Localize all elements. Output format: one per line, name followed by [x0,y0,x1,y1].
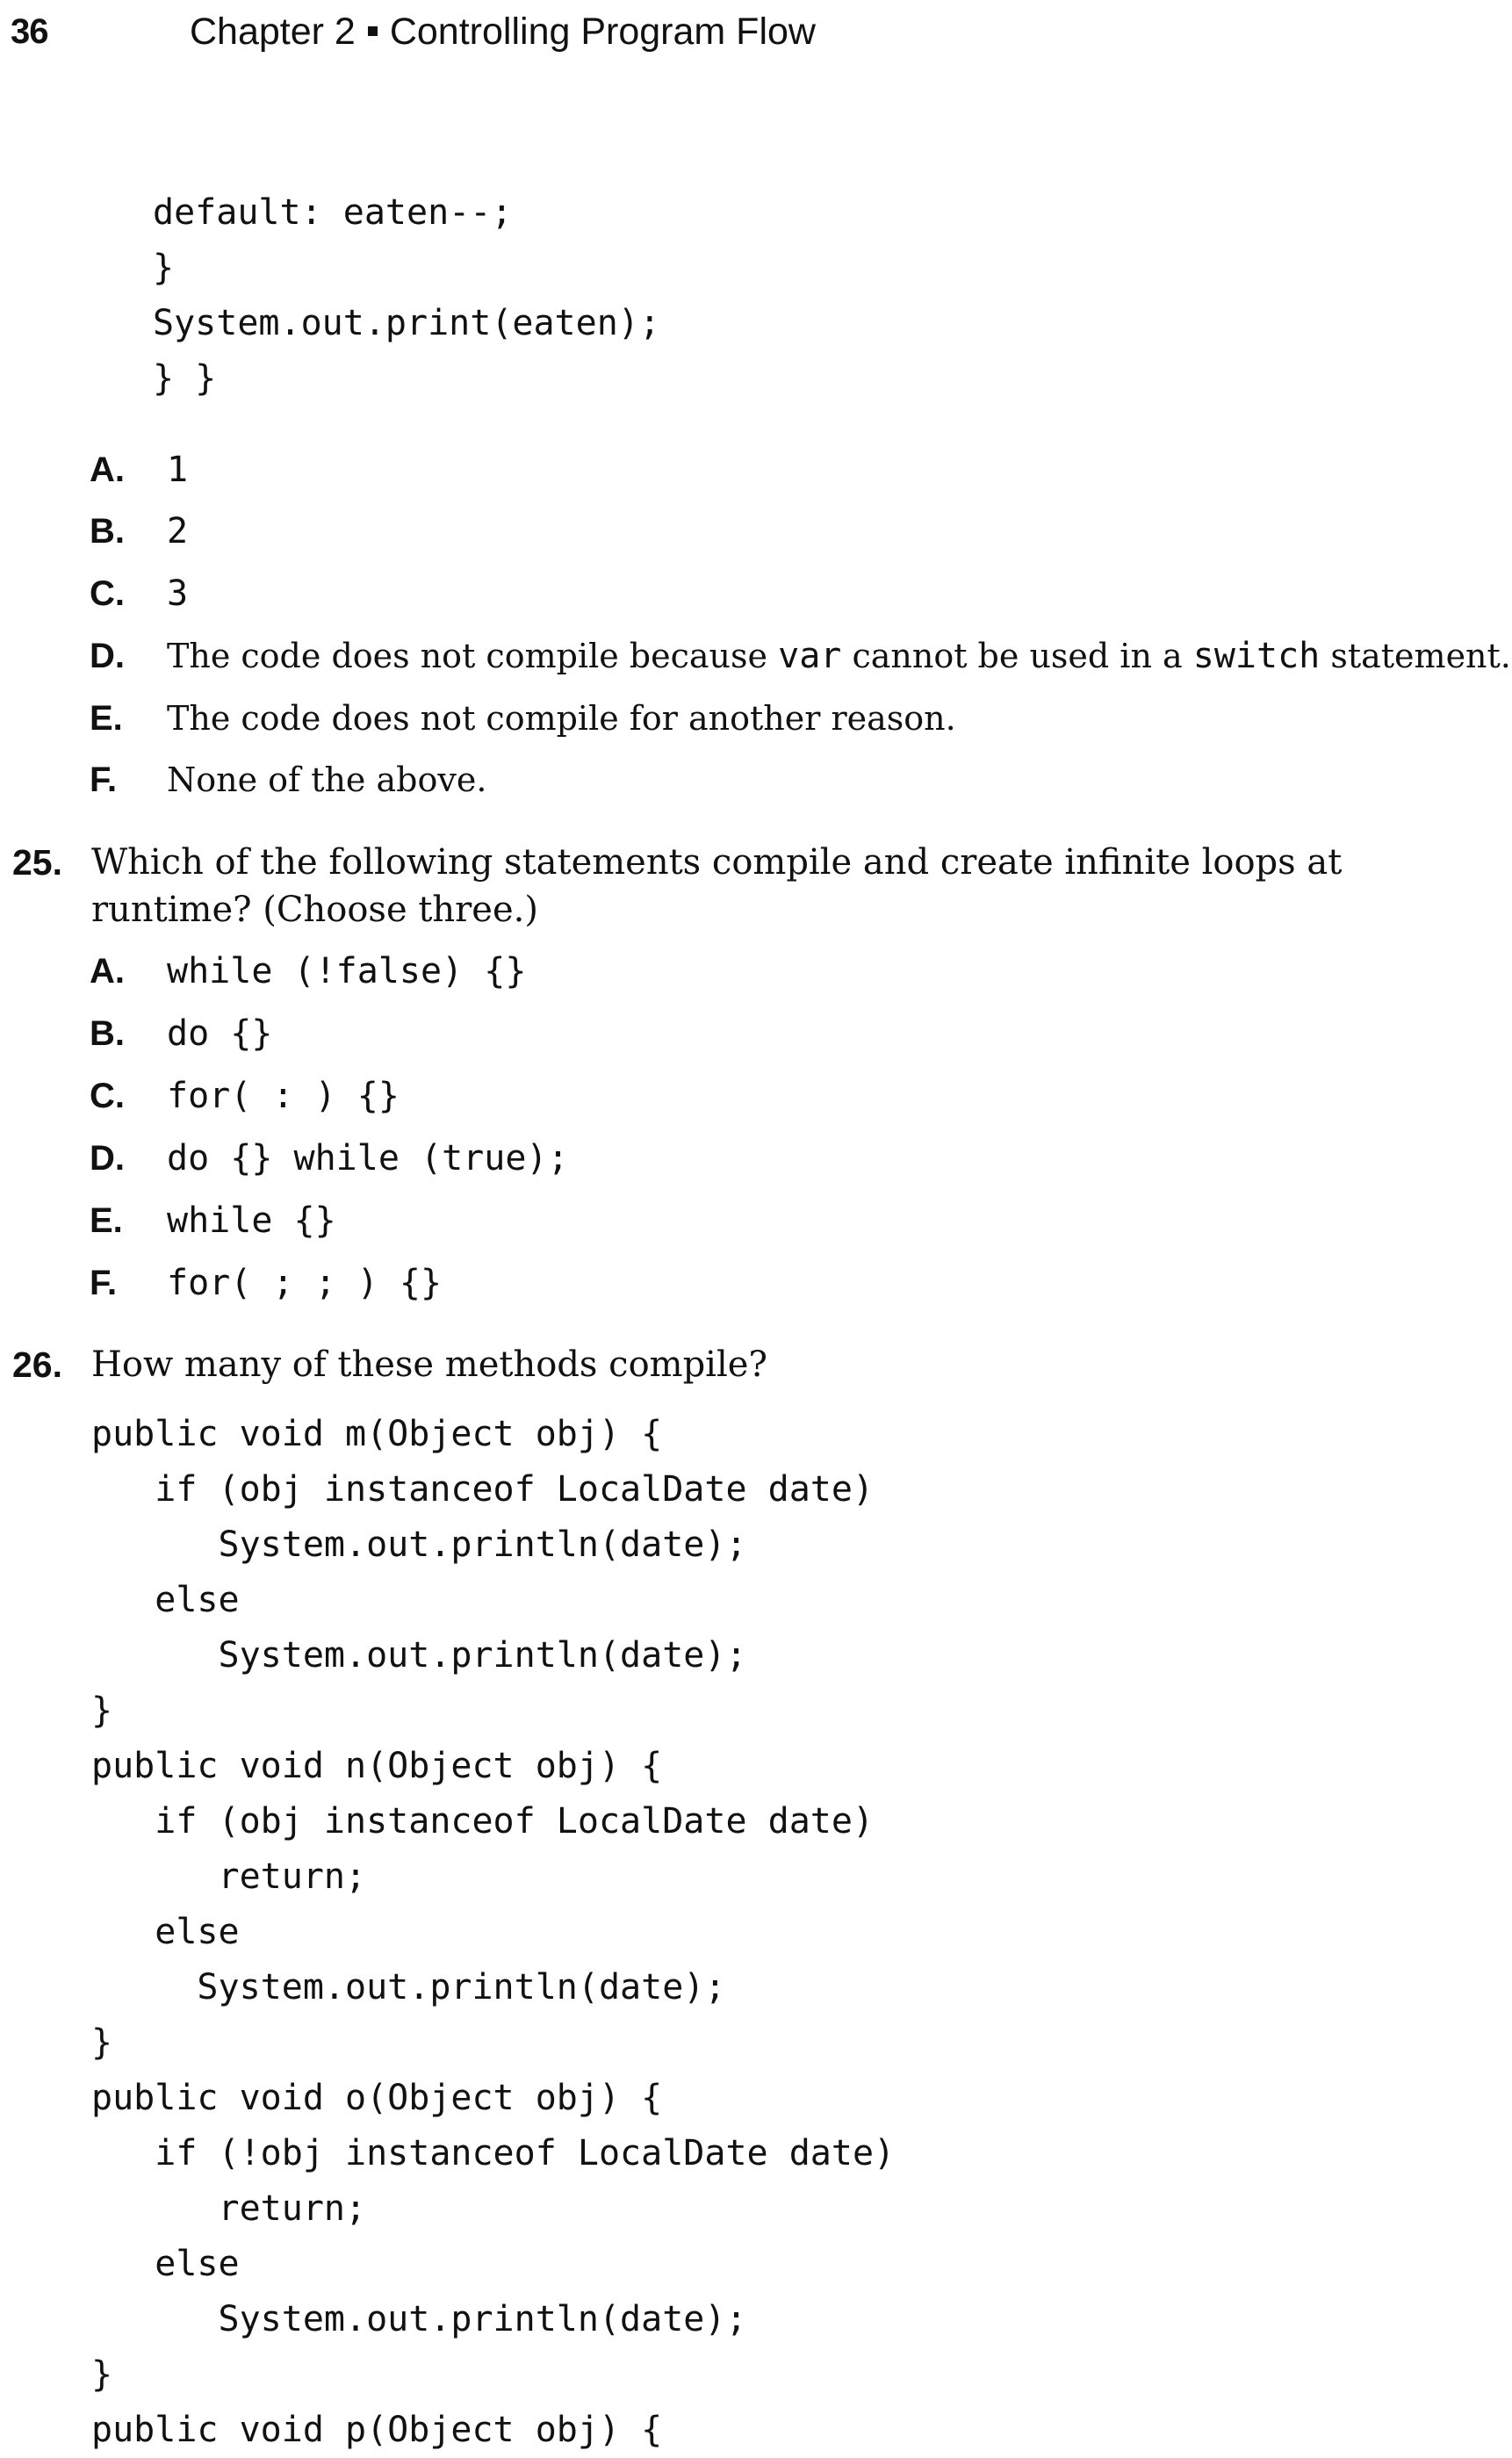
q25-choice-a [90,941,526,1002]
choice-text: for( : ) {} [167,1076,400,1116]
choice-text: None of the above. [167,760,487,799]
choice-text: while {} [167,1200,336,1241]
choice-text: The code does not compile for another reason. [167,699,956,738]
q26-question: How many of these methods compile? [91,1344,767,1385]
chapter-title: Controlling Program Flow [389,11,816,53]
choice-text: do {} while (true); [167,1138,569,1179]
inline-code-var: var [778,636,842,676]
choice-letter: A. [90,951,125,991]
choice-text-part: The code does not compile because [167,637,779,675]
choice-text: do {} [167,1013,273,1054]
q26-number: 26. [12,1344,62,1385]
separator-bullet [368,26,378,36]
choice-letter: D. [90,1138,125,1178]
q25-choice-f [90,1252,442,1314]
choice-letter: C. [90,1076,125,1115]
choice-letter: A. [90,450,125,489]
q25-choice-c [90,1065,400,1127]
inline-code-switch: switch [1192,636,1321,676]
q25-choice-b [90,1003,272,1064]
choice-text-part: cannot be used in a [841,637,1193,675]
choice-letter: F. [90,1263,118,1302]
q25-question: Which of the following statements compile and create infinite loops at runtime? (Choose three.) [91,842,1343,930]
choice-letter: E. [90,698,123,738]
chapter-label: Chapter 2 [190,11,356,53]
page-number: 36 [11,12,48,51]
choice-text: 1 [167,450,189,490]
q25-choice-e [90,1190,336,1251]
q24-choice-a [90,439,188,501]
choice-text: 2 [167,511,189,551]
choice-text: for( ; ; ) {} [167,1263,443,1303]
running-head [190,9,816,54]
q24-choice-b [90,501,188,562]
choice-letter: C. [90,573,125,613]
choice-letter: E. [90,1200,123,1240]
choice-text-part: statement. [1320,637,1511,675]
q24-choice-f [90,749,486,811]
q26-code: public void m(Object obj) { if (obj instanceof LocalDate date) System.out.println(date); else System.out.println(date); } public void n(Object obj) { if (obj instanceof LocalDate date) return; else System.out.println(date); } public void o(Object obj) { if (!obj instanceof LocalDate date) return; else System.out.println(date); } public void p(Object obj) { [91,1414,896,2450]
q24-choice-c [90,563,188,624]
q25-number: 25. [12,842,62,883]
choice-letter: B. [90,511,125,551]
choice-letter: F. [90,760,118,799]
choice-letter: D. [90,636,125,675]
q25-choice-d [90,1128,569,1189]
q24-choice-d [90,625,1511,687]
choice-letter: B. [90,1013,125,1053]
q24-choice-e [90,688,956,749]
choice-text: while (!false) {} [167,951,527,991]
choice-text [167,636,1511,676]
q24-code-tail: default: eaten--; } System.out.print(eaten); } } [153,192,660,399]
choice-text: 3 [167,573,189,614]
